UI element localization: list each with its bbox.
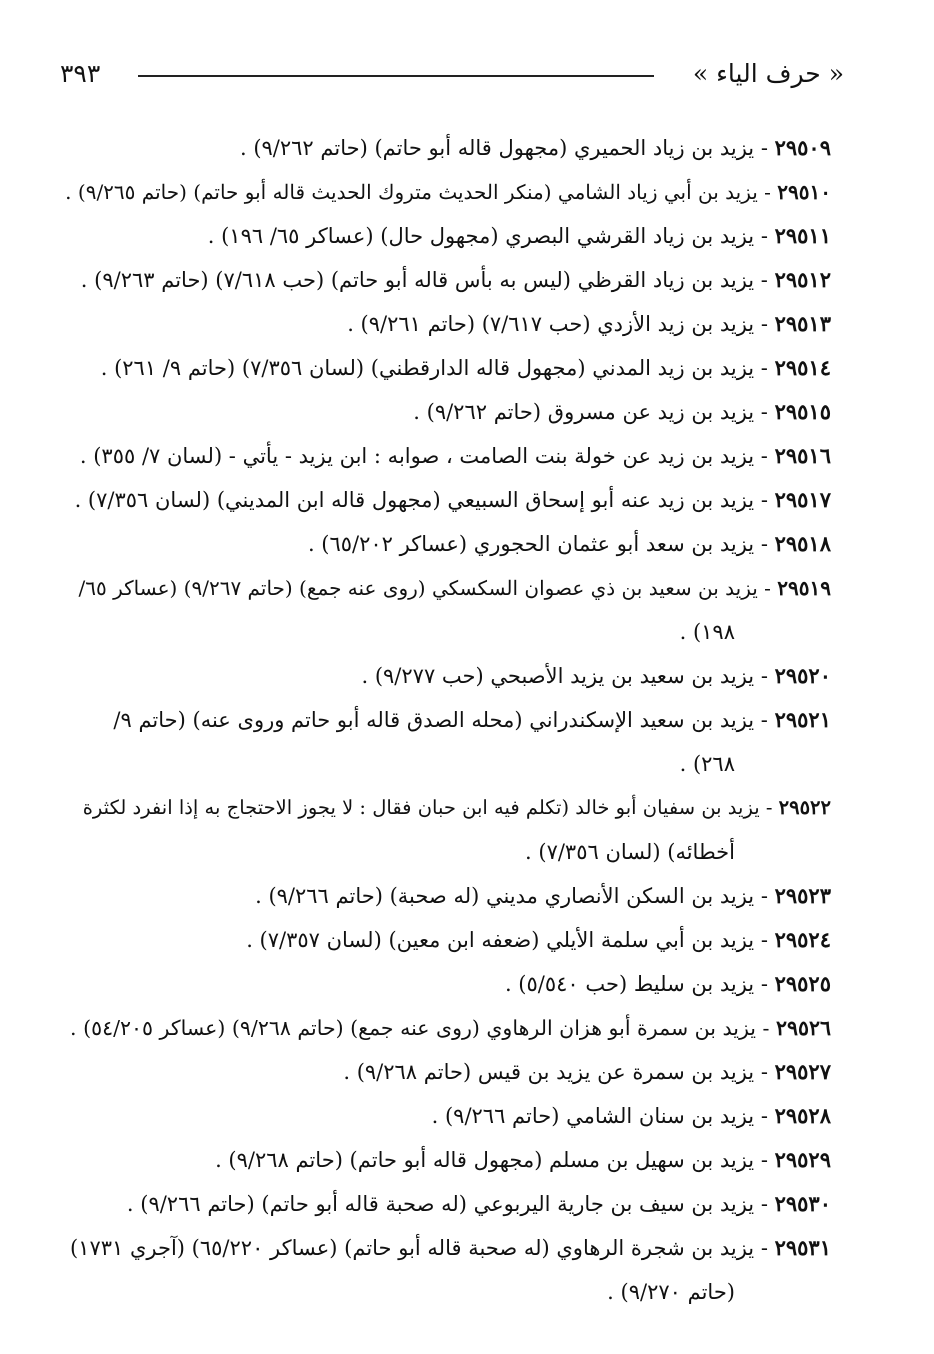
entry-number: ٢٩٥١٣	[774, 311, 831, 336]
entry-29513	[66, 302, 831, 346]
entry-text: - يزيد بن زياد القرشي البصري (مجهول حال) (عساكر ٦٥/ ١٩٦) .	[207, 224, 775, 248]
header-rule	[138, 75, 654, 77]
entry-text: - يزيد بن سعيد بن يزيد الأصبحي (حب ٩/٢٧٧) .	[361, 664, 775, 688]
entry-29531	[66, 1226, 831, 1270]
entry-text: - يزيد بن سيف بن جارية اليربوعي (له صحبة قاله أبو حاتم) (حاتم ٩/٢٦٦) .	[126, 1192, 775, 1216]
entry-29510	[66, 170, 831, 214]
entry-29521-continuation: ٢٦٨) .	[679, 752, 735, 776]
entry-number: ٢٩٥٢٥	[774, 971, 831, 996]
page-header	[60, 58, 844, 94]
entry-number: ٢٩٥٣٠	[774, 1191, 831, 1216]
entry-text: - يزيد بن سعيد بن ذي عصوان السكسكي (روى عنه جمع) (حاتم ٩/٢٦٧) (عساكر ٦٥/	[78, 576, 778, 600]
entry-29523	[66, 874, 831, 918]
entry-29521	[66, 698, 831, 742]
entry-text: - يزيد بن أبي زياد الشامي (منكر الحديث متروك الحديث قاله أبو حاتم) (حاتم ٩/٢٦٥) .	[65, 180, 778, 204]
entry-number: ٢٩٥٢٧	[774, 1059, 831, 1084]
chapter-title: « حرف الياء »	[692, 59, 844, 88]
entry-text: - يزيد بن زيد عن مسروق (حاتم ٩/٢٦٢) .	[413, 400, 775, 424]
entry-text: - يزيد بن زيد عن خولة بنت الصامت ، صوابه : ابن يزيد - يأتي - (لسان ٧/ ٣٥٥) .	[79, 444, 775, 468]
entry-text: - يزيد بن سمرة أبو هزان الرهاوي (روى عنه جمع) (حاتم ٩/٢٦٨) (عساكر ٥٤/٢٠٥) .	[70, 1016, 776, 1040]
entry-29517	[66, 478, 831, 522]
entry-text: - يزيد بن زيد المدني (مجهول قاله الدارقطني) (لسان ٧/٣٥٦) (حاتم ٩/ ٢٦١) .	[100, 356, 775, 380]
entry-number: ٢٩٥٢٨	[774, 1103, 831, 1128]
entry-number: ٢٩٥١٩	[777, 576, 831, 600]
entry-number: ٢٩٥٢٣	[774, 883, 831, 908]
entry-number: ٢٩٥١٤	[774, 355, 831, 380]
entry-number: ٢٩٥٢٦	[775, 1016, 831, 1040]
entry-text: - يزيد بن زيد الأزدي (حب ٧/٦١٧) (حاتم ٩/٢٦١) .	[347, 312, 775, 336]
entry-text: - يزيد بن سنان الشامي (حاتم ٩/٢٦٦) .	[431, 1104, 775, 1128]
entry-text: - يزيد بن أبي سلمة الأيلي (ضعفه ابن معين) (لسان ٧/٣٥٧) .	[246, 928, 775, 952]
entry-number: ٢٩٥٢٠	[774, 663, 831, 688]
entry-number: ٢٩٥٢٤	[774, 927, 831, 952]
entry-29519-continuation: ١٩٨) .	[679, 620, 735, 644]
entry-text: - يزيد بن سليط (حب ٥/٥٤٠) .	[504, 972, 775, 996]
entry-number: ٢٩٥١٦	[774, 443, 831, 468]
entry-number: ٢٩٥١١	[774, 223, 831, 248]
entry-number: ٢٩٥١٠	[777, 180, 831, 204]
entry-number: ٢٩٥٣١	[774, 1235, 831, 1260]
entry-text: - يزيد بن سعيد الإسكندراني (محله الصدق قاله أبو حاتم وروى عنه) (حاتم ٩/	[113, 708, 775, 732]
entry-29519	[66, 566, 831, 610]
entry-29531-continuation: (حاتم ٩/٢٧٠) .	[607, 1280, 735, 1304]
entry-29528	[66, 1094, 831, 1138]
entry-29527	[66, 1050, 831, 1094]
entry-text: - يزيد بن سمرة عن يزيد بن قيس (حاتم ٩/٢٦٨) .	[343, 1060, 775, 1084]
entry-number: ٢٩٥٠٩	[774, 135, 831, 160]
entry-29516	[66, 434, 831, 478]
entry-29509	[66, 126, 831, 170]
entry-number: ٢٩٥١٢	[774, 267, 831, 292]
entry-text: - يزيد بن زيد عنه أبو إسحاق السبيعي (مجهول قاله ابن المديني) (لسان ٧/٣٥٦) .	[74, 488, 775, 512]
entry-text: - يزيد بن سهيل بن مسلم (مجهول قاله أبو حاتم) (حاتم ٩/٢٦٨) .	[215, 1148, 775, 1172]
entry-number: ٢٩٥٢١	[774, 707, 831, 732]
entry-29524	[66, 918, 831, 962]
entry-29511	[66, 214, 831, 258]
entry-29518	[66, 522, 831, 566]
entry-29525	[66, 962, 831, 1006]
entry-number: ٢٩٥١٧	[774, 487, 831, 512]
entry-29515	[66, 390, 831, 434]
entry-29514	[66, 346, 831, 390]
entry-text: - يزيد بن سعد أبو عثمان الحجوري (عساكر ٦٥/٢٠٢) .	[307, 532, 775, 556]
entry-number: ٢٩٥٢٩	[774, 1147, 831, 1172]
entry-29530	[66, 1182, 831, 1226]
entry-29526	[66, 1006, 831, 1050]
entry-number: ٢٩٥١٥	[774, 399, 831, 424]
entry-29520	[66, 654, 831, 698]
entry-text: - يزيد بن زياد القرظي (ليس به بأس قاله أبو حاتم) (حب ٧/٦١٨) (حاتم ٩/٢٦٣) .	[80, 268, 775, 292]
entry-text: - يزيد بن شجرة الرهاوي (له صحبة قاله أبو حاتم) (عساكر ٦٥/٢٢٠) (آجري ١٧٣١)	[69, 1236, 775, 1260]
entry-29522-continuation: أخطائه) (لسان ٧/٣٥٦) .	[525, 840, 735, 864]
entry-text: - يزيد بن سفيان أبو خالد (تكلم فيه ابن حبان فقال : لا يجوز الاحتجاج به إذا انفرد لكثرة	[82, 796, 779, 819]
entry-number: ٢٩٥١٨	[774, 531, 831, 556]
entry-29529	[66, 1138, 831, 1182]
entry-number: ٢٩٥٢٢	[778, 796, 831, 819]
entry-text: - يزيد بن السكن الأنصاري مديني (له صحبة) (حاتم ٩/٢٦٦) .	[255, 884, 775, 908]
entry-list	[66, 126, 831, 1314]
entry-29512	[66, 258, 831, 302]
entry-text: - يزيد بن زياد الحميري (مجهول قاله أبو حاتم) (حاتم ٩/٢٦٢) .	[239, 136, 775, 160]
entry-29522	[66, 786, 831, 830]
page-number: ٣٩٣	[60, 59, 101, 88]
